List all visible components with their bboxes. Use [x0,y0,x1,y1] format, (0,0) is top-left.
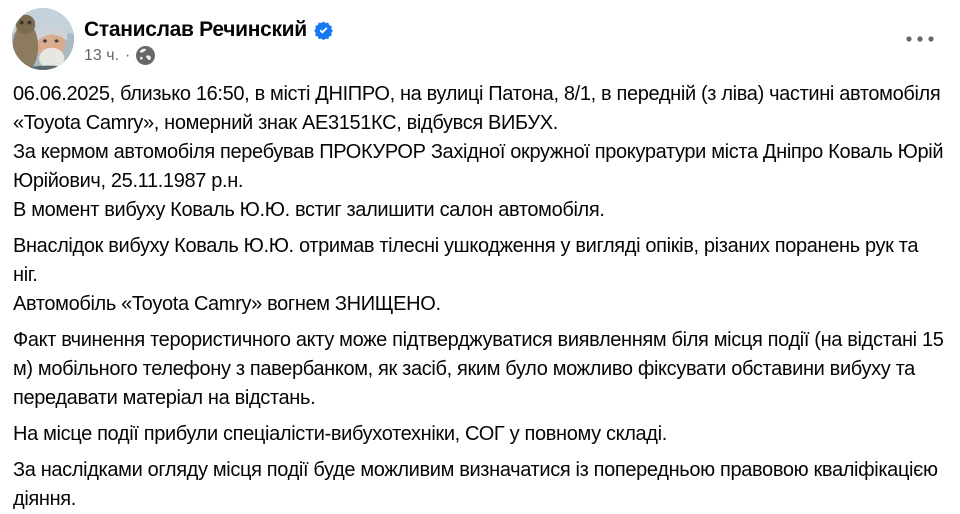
more-options-button[interactable] [900,28,940,50]
post-paragraph: 06.06.2025, близько 16:50, в місті ДНІПРО, на вулиці Патона, 8/1, в передній (з ліва) частині автомобіля «Toyota Camry», номерний знак АЕ3151КС, відбувся ВИБУХ. За кермом автомобіля перебував ПРОКУРОР Західної окружної прокуратури міста Дніпро Коваль Юрій Юрійович, 25.11.1987 р.н. В момент вибуху Коваль Ю.Ю. встиг залишити салон автомобіля. [13,83,944,221]
post-header [0,0,960,70]
post-paragraph: Факт вчинення терористичного акту може підтверджуватися виявленням біля місця події (на відстані 15 м) мобільного телефону з павербанком, як засіб, яким було можливо фіксувати обставини вибуху та передавати матеріал на відстань. [13,329,944,409]
avatar[interactable] [12,8,74,70]
post-text [0,70,960,514]
post-paragraph: На місце події прибули спеціалісти-вибухотехніки, СОГ у повному складі. [13,423,667,445]
post-meta [84,46,333,65]
post-paragraph: Внаслідок вибуху Коваль Ю.Ю. отримав тілесні ушкодження у вигляді опіків, різаних поранень рук та ніг. Автомобіль «Toyota Camry» вогнем ЗНИЩЕНО. [13,235,919,315]
globe-public-icon [136,46,155,65]
timestamp[interactable]: 13 ч. [84,46,120,64]
ellipsis-icon [904,34,936,44]
avatar-photo [12,8,74,70]
post-paragraph: За наслідками огляду місця події буде можливим визначатися із попередньою правовою кваліфікацією діяння. [13,459,938,510]
author-name-row [84,17,333,43]
post-header-info [84,17,333,65]
meta-separator: · [125,46,131,64]
author-name[interactable]: Станислав Речинский [84,18,307,41]
verified-badge-icon [314,21,333,40]
